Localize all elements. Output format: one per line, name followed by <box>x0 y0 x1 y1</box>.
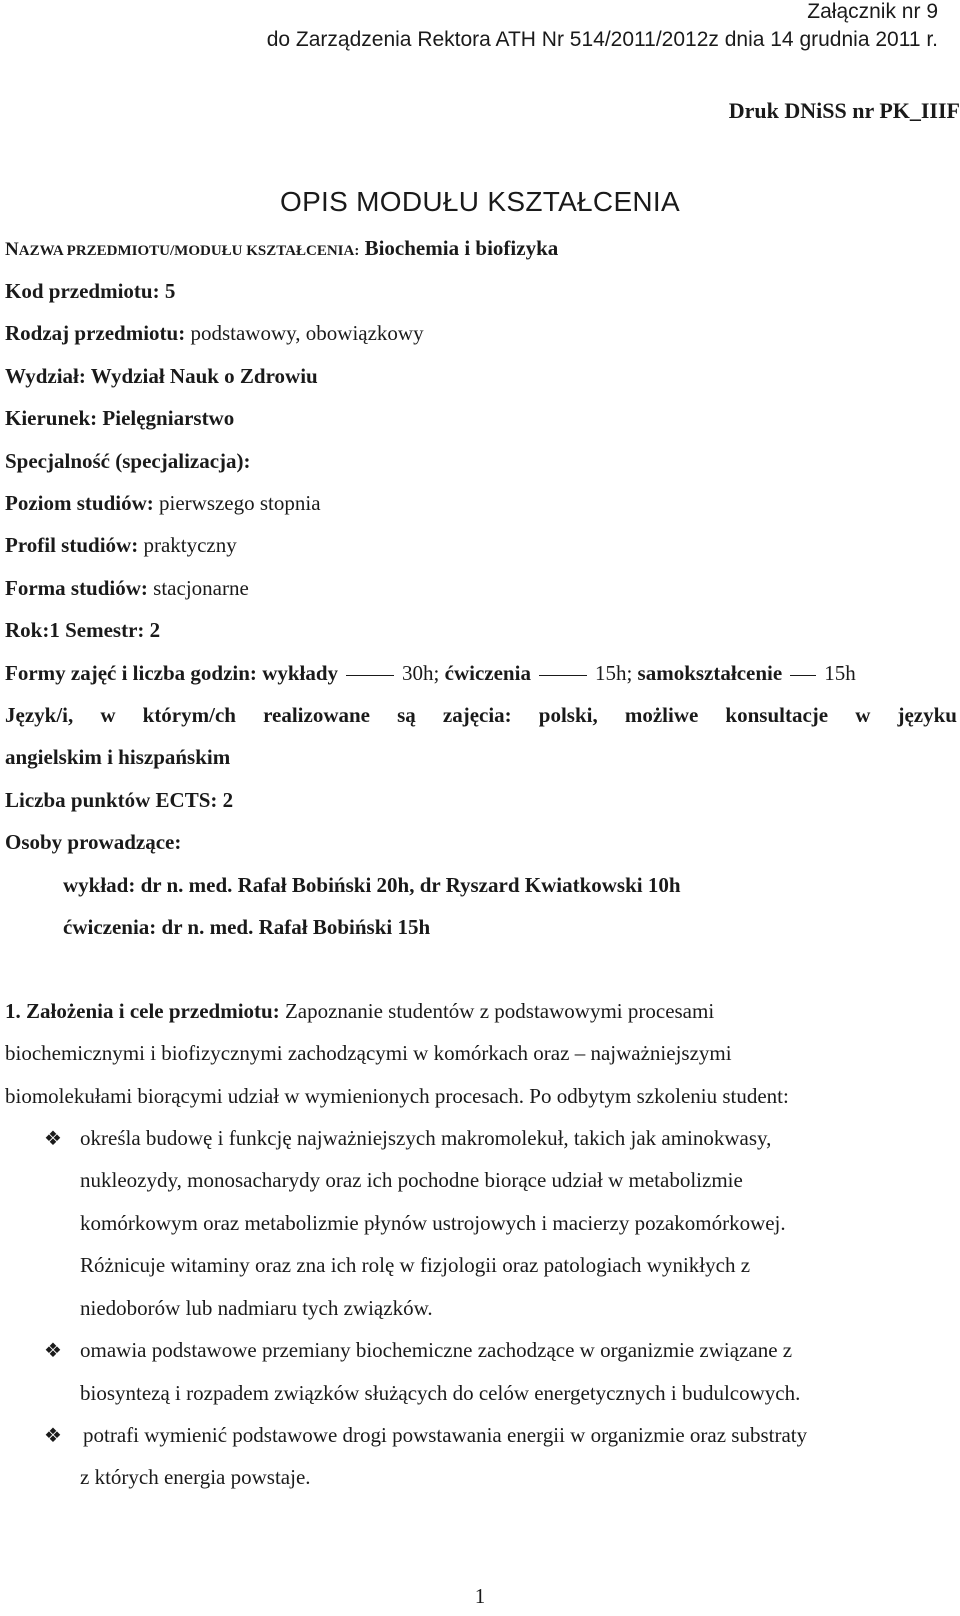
section1-heading: 1. Założenia i cele przedmiotu: <box>5 999 280 1023</box>
specialty-label: Specjalność (specjalizacja): <box>5 449 251 473</box>
bullet-2-line-1: omawia podstawowe przemiany biochemiczne zachodzące w organizmie związane z <box>80 1338 793 1362</box>
bullet-1-line-5: niedoborów lub nadmiaru tych związków. <box>80 1296 433 1320</box>
subject-code-line <box>5 279 175 304</box>
language-line-1: Język/i, w którym/ch realizowane są zajęcia: polski, możliwe konsultacje w języku <box>5 703 957 727</box>
bullet-3-line-1: potrafi wymienić podstawowe drogi powstawania energii w organizmie oraz substraty <box>83 1423 808 1447</box>
subject-name-value: Biochemia i biofizyka <box>364 236 559 260</box>
class-forms-line <box>5 661 856 686</box>
lecturers-label: Osoby prowadzące: <box>5 830 182 854</box>
subject-name-label: AZWA PRZEDMIOTU/MODUŁU KSZTAŁCENIA: <box>18 243 360 259</box>
form-id: Druk DNiSS nr PK_IIIF <box>728 98 960 123</box>
section1-line-2: biochemicznymi i biofizycznymi zachodzącymi w komórkach oraz – najważniejszymi <box>5 1041 732 1065</box>
bullet-3-line-2: z których energia powstaje. <box>80 1465 311 1489</box>
selfstudy-hours: 15h <box>824 661 856 685</box>
bullet-2-line-2: biosyntezą i rozpadem związków służących do celów energetycznych i budulcowych. <box>80 1381 801 1405</box>
faculty-line <box>5 364 318 389</box>
study-form-label: Forma studiów: <box>5 576 148 600</box>
diamond-dots-icon: ❖ <box>44 1128 62 1150</box>
subject-name-line <box>5 236 558 261</box>
subject-type-value: podstawowy, obowiązkowy <box>190 321 424 345</box>
study-form-line <box>5 576 249 601</box>
lectures-label: wykłady <box>262 661 339 685</box>
bullet-1-line-2: nukleozydy, monosacharydy oraz ich pochodne biorące udział w metabolizmie <box>80 1168 743 1192</box>
study-profile-line <box>5 533 237 558</box>
exercises-hours: 15h; <box>594 661 633 685</box>
selfstudy-label: samokształcenie <box>637 661 783 685</box>
section1-line-3: biomolekułami biorącymi udział w wymienionych procesach. Po odbytym szkoleniu student: <box>5 1084 789 1108</box>
subject-code-label: Kod przedmiotu: <box>5 279 160 303</box>
section1-intro: Zapoznanie studentów z podstawowymi procesami <box>284 999 715 1023</box>
page-title: OPIS MODUŁU KSZTAŁCENIA <box>279 186 680 217</box>
class-forms-label: Formy zajęć i liczba godzin: <box>5 661 257 685</box>
dash-separator <box>539 675 587 676</box>
dash-separator <box>790 675 816 676</box>
study-form-value: stacjonarne <box>153 576 249 600</box>
lecturer-lecture: wykład: dr n. med. Rafał Bobiński 20h, dr Ryszard Kwiatkowski 10h <box>63 873 681 897</box>
subject-code-value: 5 <box>164 279 176 303</box>
field-of-study-label: Kierunek: <box>5 406 98 430</box>
ects-points: Liczba punktów ECTS: 2 <box>5 788 234 812</box>
subject-name-label-initial: N <box>5 239 19 260</box>
subject-type-line <box>5 321 424 346</box>
study-level-value: pierwszego stopnia <box>159 491 321 515</box>
annex-number: Załącznik nr 9 <box>807 0 938 23</box>
dash-separator <box>346 675 394 676</box>
field-of-study-value: Pielęgniarstwo <box>102 406 235 430</box>
year-semester: Rok:1 Semestr: 2 <box>5 618 161 642</box>
bullet-1-line-3: komórkowym oraz metabolizmie płynów ustrojowych i macierzy pozakomórkowej. <box>80 1211 786 1235</box>
subject-type-label: Rodzaj przedmiotu: <box>5 321 186 345</box>
bullet-1-line-1: określa budowę i funkcję najważniejszych makromolekuł, takich jak aminokwasy, <box>80 1126 772 1150</box>
diamond-dots-icon: ❖ <box>44 1425 62 1447</box>
bullet-1-line-4: Różnicuje witaminy oraz zna ich rolę w fizjologii oraz patologiach wynikłych z <box>80 1253 751 1277</box>
field-of-study-line <box>5 406 234 431</box>
section1-line-1 <box>5 999 714 1024</box>
faculty-value: Wydział Nauk o Zdrowiu <box>90 364 318 388</box>
regulation-reference: do Zarządzenia Rektora ATH Nr 514/2011/2012z dnia 14 grudnia 2011 r. <box>266 28 938 51</box>
study-profile-value: praktyczny <box>143 533 237 557</box>
faculty-label: Wydział: <box>5 364 86 388</box>
lecturer-exercise: ćwiczenia: dr n. med. Rafał Bobiński 15h <box>63 915 431 939</box>
page-number: 1 <box>474 1584 486 1608</box>
study-level-line <box>5 491 321 516</box>
exercises-label: ćwiczenia <box>444 661 531 685</box>
lectures-hours: 30h; <box>402 661 440 685</box>
language-line-2: angielskim i hiszpańskim <box>5 745 231 769</box>
study-level-label: Poziom studiów: <box>5 491 154 515</box>
study-profile-label: Profil studiów: <box>5 533 139 557</box>
diamond-dots-icon: ❖ <box>44 1340 62 1362</box>
